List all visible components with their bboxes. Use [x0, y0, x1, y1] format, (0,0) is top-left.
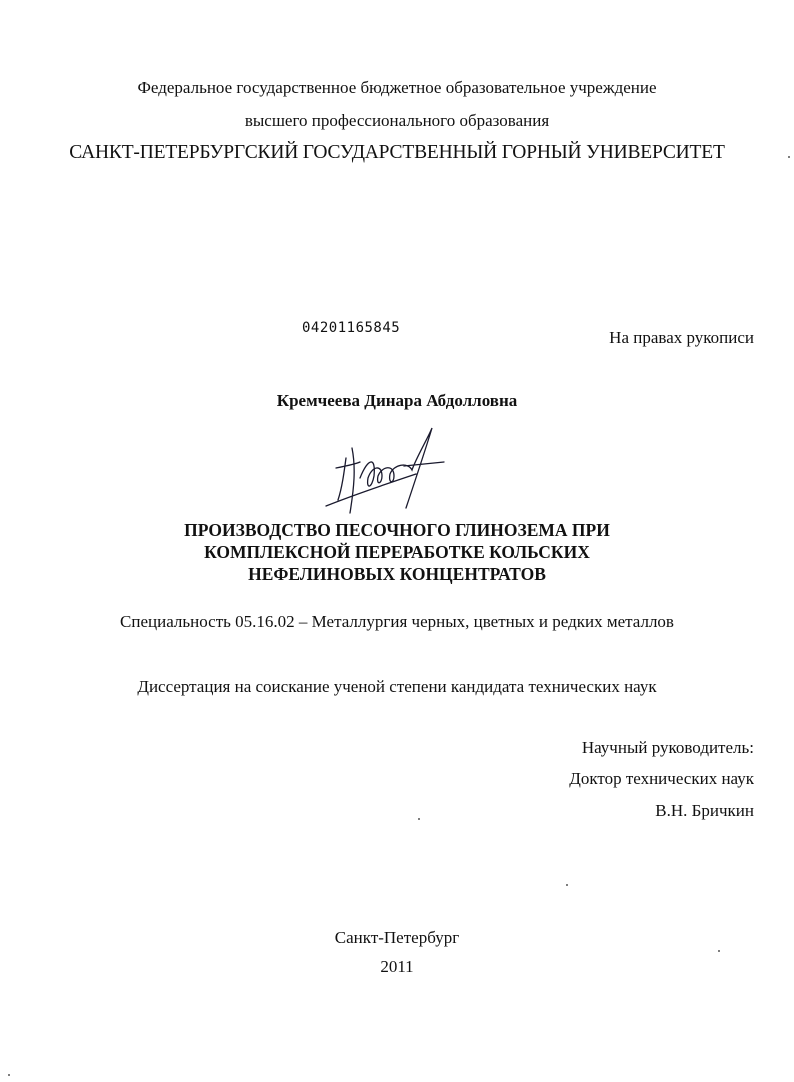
title-line-1: ПРОИЗВОДСТВО ПЕСОЧНОГО ГЛИНОЗЕМА ПРИ [184, 520, 610, 540]
title-line-3: НЕФЕЛИНОВЫХ КОНЦЕНТРАТОВ [248, 564, 546, 584]
supervisor-degree: Доктор технических наук [569, 769, 754, 788]
scan-speck [418, 818, 420, 820]
dissertation-type: Диссертация на соискание ученой степени кандидата технических наук [137, 677, 657, 696]
university-name: САНКТ-ПЕТЕРБУРГСКИЙ ГОСУДАРСТВЕННЫЙ ГОРНЫЙ УНИВЕРСИТЕТ [69, 142, 725, 163]
year: 2011 [380, 957, 414, 976]
header-line-1: Федеральное государственное бюджетное образовательное учреждение [137, 78, 657, 97]
scan-speck [566, 884, 568, 886]
city: Санкт-Петербург [334, 928, 460, 947]
title-line-2: КОМПЛЕКСНОЙ ПЕРЕРАБОТКЕ КОЛЬСКИХ [204, 542, 590, 562]
author-name: Кремчеева Динара Абдолловна [276, 391, 518, 410]
supervisor-label: Научный руководитель: [581, 738, 754, 757]
specialty: Специальность 05.16.02 – Металлургия черных, цветных и редких металлов [120, 612, 674, 631]
supervisor-name: В.Н. Бричкин [655, 801, 754, 820]
header-line-2: высшего профессионального образования [244, 111, 550, 130]
scan-speck [718, 950, 720, 952]
author-signature [316, 418, 456, 518]
scan-speck [8, 1074, 10, 1076]
registry-code: 04201165845 [302, 320, 401, 336]
scan-speck [788, 156, 790, 158]
rights-label: На правах рукописи [609, 328, 754, 347]
